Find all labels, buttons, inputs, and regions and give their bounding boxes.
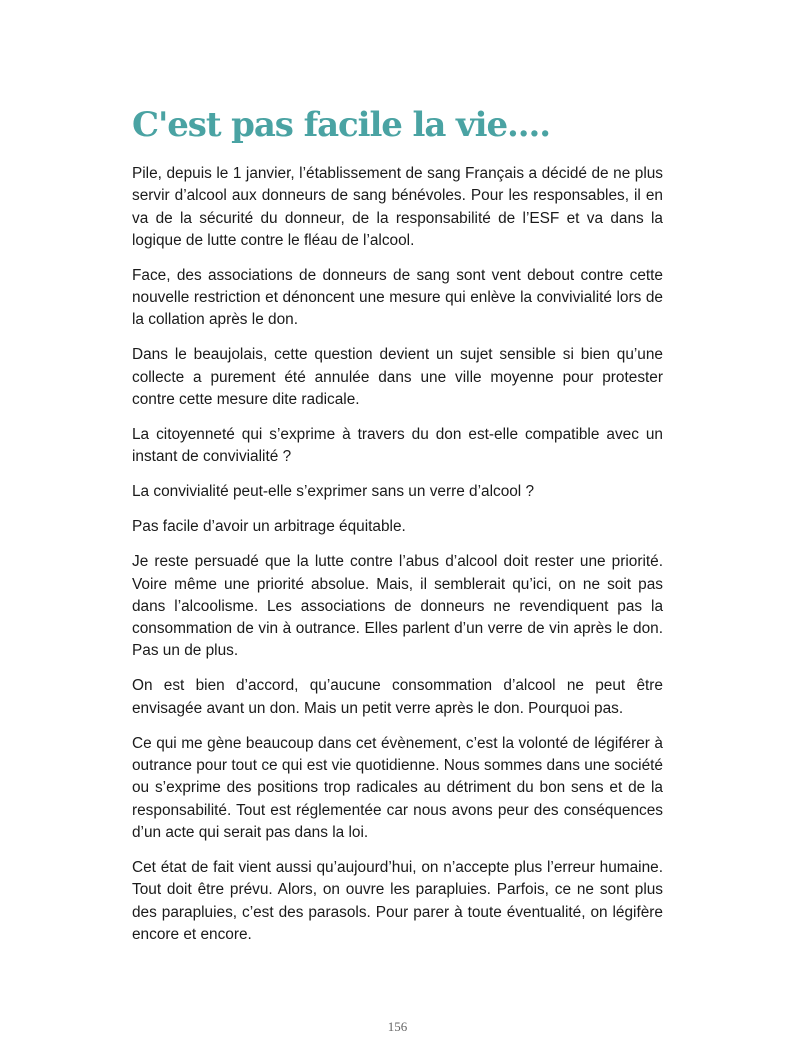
paragraph: Ce qui me gène beaucoup dans cet évènement, c’est la volonté de légiférer à outrance pour tout ce qui est vie quotidienne. Nous sommes dans une société ou s’exprime des positions trop radicales au détriment du bon sens et de la responsabilité. Tout est réglementée car nous avons peur des conséquences d’un acte qui serait pas dans la loi. (132, 734, 663, 841)
paragraph: La convivialité peut-elle s’exprimer sans un verre d’alcool ? (132, 483, 535, 501)
paragraph: Pas facile d’avoir un arbitrage équitable. (132, 518, 406, 536)
paragraph: Dans le beaujolais, cette question devient un sujet sensible si bien qu’une collecte a purement été annulée dans une ville moyenne pour protester contre cette mesure dite radicale. (132, 346, 663, 409)
page-number: 156 (387, 1019, 408, 1034)
paragraph: Je reste persuadé que la lutte contre l’abus d’alcool doit rester une priorité. Voire même une priorité absolue. Mais, il semblerait qu’ici, on ne soit pas dans l’alcoolisme. Les associations de donneurs ne revendiquent pas la consommation de vin à outrance. Elles parlent d’un verre de vin après le don. Pas un de plus. (132, 553, 663, 660)
paragraph: Cet état de fait vient aussi qu’aujourd’hui, on n’accepte plus l’erreur humaine. Tout doit être prévu. Alors, on ouvre les parapluies. Parfois, ce ne sont plus des parapluies, c’est des parasols. Pour parer à toute éventualité, on légifère encore et encore. (132, 858, 663, 943)
article-body (132, 163, 663, 959)
paragraph: La citoyenneté qui s’exprime à travers du don est-elle compatible avec un instant de convivialité ? (132, 426, 663, 466)
article-title: C'est pas facile la vie.... (132, 105, 550, 145)
paragraph: Pile, depuis le 1 janvier, l’établissement de sang Français a décidé de ne plus servir d’alcool aux donneurs de sang bénévoles. Pour les responsables, il en va de la sécurité du donneur, de la responsabilité de l’ESF et va dans la logique de lutte contre le fléau de l’alcool. (132, 165, 663, 249)
paragraph: Face, des associations de donneurs de sang sont vent debout contre cette nouvelle restriction et dénoncent une mesure qui enlève la convivialité lors de la collation après le don. (132, 266, 663, 329)
paragraph: On est bien d’accord, qu’aucune consommation d’alcool ne peut être envisagée avant un don. Mais un petit verre après le don. Pourquoi pas. (132, 677, 663, 717)
